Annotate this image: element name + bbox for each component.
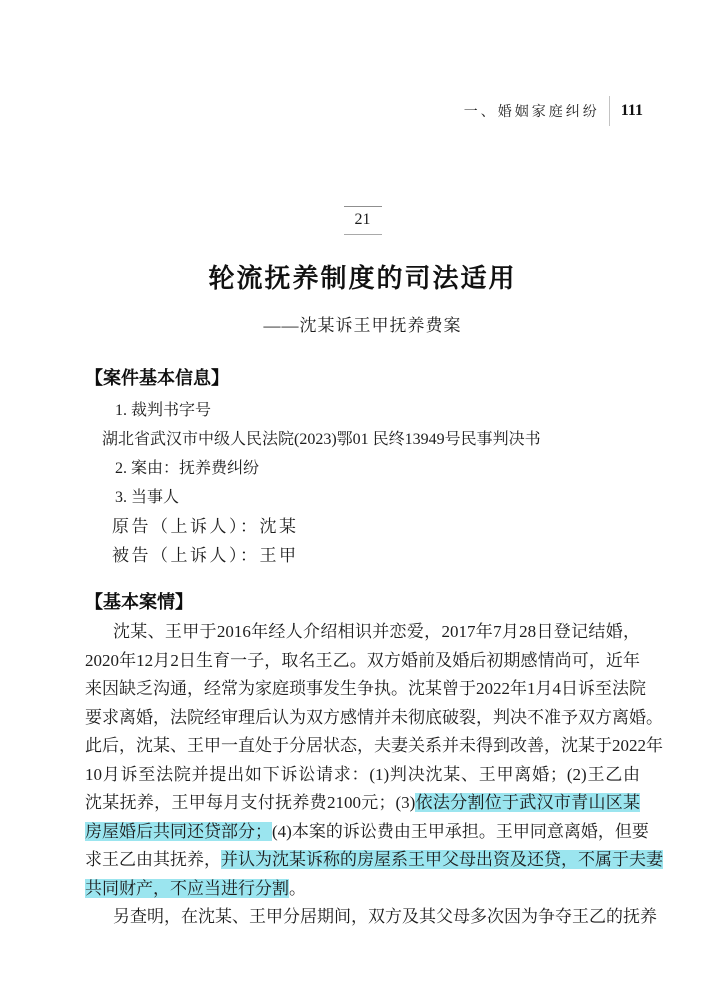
body-line: [85, 761, 640, 790]
text-segment: 另查明，在沈某、王甲分居期间，双方及其父母多次因为争夺王乙的抚养: [113, 907, 657, 926]
chapter-label: 一、婚姻家庭纠纷: [463, 105, 600, 120]
text-segment: 来因缺乏沟通，经常为家庭琐事发生争执。沈某曾于2022年1月4日诉至法院: [85, 679, 646, 698]
body-line: [85, 818, 649, 847]
highlighted-segment: 依法分割位于武汉市青山区某: [415, 793, 641, 812]
case-title: 轮流抚养制度的司法适用: [208, 263, 517, 293]
body-line: [85, 875, 640, 904]
body-line: [85, 704, 663, 733]
page-number: 111: [620, 102, 643, 119]
case-number: 21: [344, 206, 382, 235]
case-subtitle: ——沈某诉王甲抚养费案: [263, 316, 462, 335]
highlighted-segment: 共同财产，不应当进行分割: [85, 878, 289, 898]
text-segment: 2020年12月2日生育一子，取名王乙。双方婚前及婚后初期感情尚可，近年: [85, 650, 640, 670]
body-line: [85, 903, 657, 932]
basic-info-list: [85, 396, 640, 570]
text-segment: 沈某抚养，王甲每月支付抚养费2100元；(3): [85, 793, 416, 812]
text-segment: 沈某、王甲于2016年经人介绍相识并恋爱，2017年7月28日登记结婚，: [113, 622, 640, 641]
section-heading-basic-info: 【案件基本信息】: [85, 368, 229, 388]
highlighted-segment: 并认为沈某诉称的房屋系王甲父母出资及还贷，不属于夫妻: [221, 850, 663, 869]
body-line: [85, 647, 640, 676]
info-line-judgment-number-value: 湖北省武汉市中级人民法院(2023)鄂01 民终13949号民事判决书: [102, 431, 541, 448]
info-line-cause-of-action: 2. 案由：抚养费纠纷: [115, 460, 260, 477]
text-segment: 此后，沈某、王甲一直处于分居状态，夫妻关系并未得到改善，沈某于2022年: [85, 736, 663, 755]
body-line: [85, 789, 640, 818]
highlighted-segment: 房屋婚后共同还贷部分；: [85, 821, 272, 841]
text-segment: 求王乙由其抚养，: [85, 850, 221, 869]
text-segment: (4)本案的诉讼费由王甲承担。王甲同意离婚，但要: [272, 821, 649, 841]
text-segment: 10月诉至法院并提出如下诉讼请求：(1)判决沈某、王甲离婚；(2)王乙由: [85, 764, 640, 784]
info-line-judgment-number-label: 1. 裁判书字号: [115, 402, 212, 419]
body-line: [85, 675, 646, 704]
text-segment: 要求离婚，法院经审理后认为双方感情并未彻底破裂，判决不准予双方离婚。: [85, 707, 663, 727]
running-header: [464, 96, 643, 126]
body-line: [85, 846, 663, 875]
case-number-block: [85, 206, 640, 235]
facts-body: [85, 618, 663, 932]
info-line-plaintiff: 原告（上诉人）：沈某: [112, 517, 299, 536]
header-divider: [609, 96, 610, 126]
text-segment: 。: [289, 878, 306, 898]
section-heading-facts: 【基本案情】: [85, 592, 193, 612]
body-line: [85, 618, 640, 647]
info-line-parties-label: 3. 当事人: [115, 489, 180, 506]
body-line: [85, 732, 663, 761]
info-line-defendant: 被告（上诉人）：王甲: [112, 546, 299, 565]
